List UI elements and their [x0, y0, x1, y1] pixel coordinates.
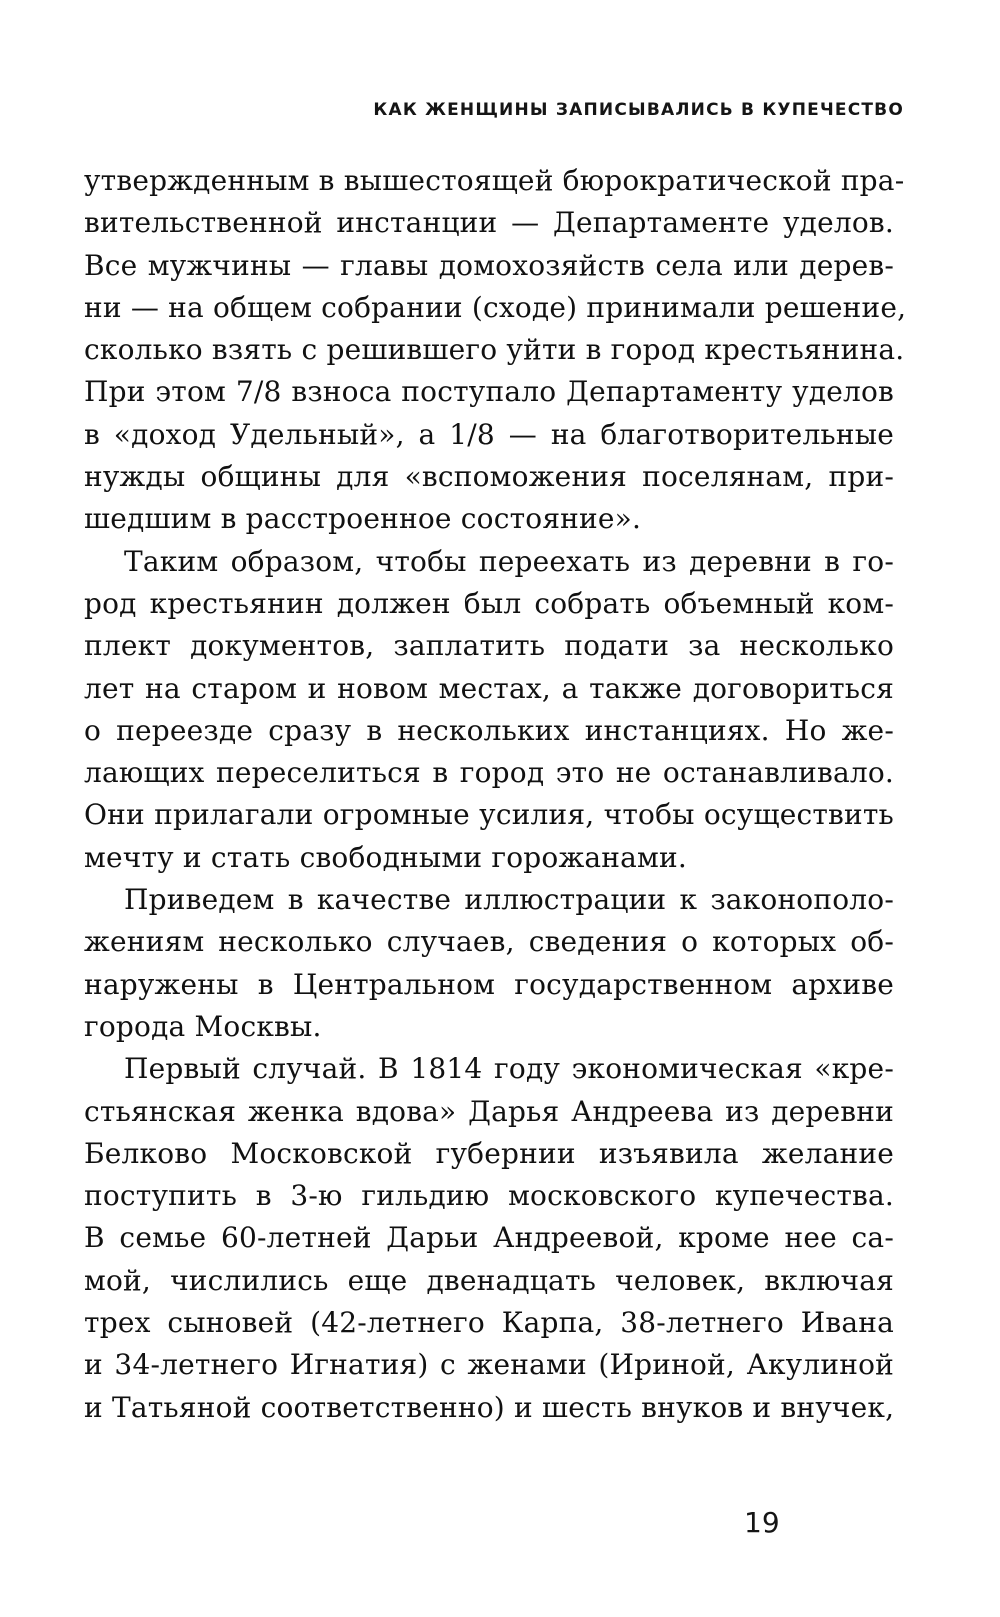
text-line: нужды общины для «вспоможения поселянам, при-	[84, 460, 894, 494]
text-line: плект документов, заплатить подати за несколько	[84, 629, 894, 663]
text-line: и 34-летнего Игнатия) с женами (Ириной, Акулиной	[84, 1348, 894, 1382]
text-line: мечту и стать свободными горожанами.	[84, 840, 687, 874]
text-line: утвержденным в вышестоящей бюрократической пра-	[84, 164, 905, 197]
text-line: о переезде сразу в нескольких инстанциях. Но же-	[84, 713, 894, 747]
text-line: лающих переселиться в город это не останавливало.	[84, 756, 894, 790]
paragraph-start-line: Первый случай. В 1814 году экономическая «кре-	[124, 1052, 894, 1086]
text-line: шедшим в расстроенное состояние».	[84, 502, 642, 536]
running-head-title: КАК ЖЕНЩИНЫ ЗАПИСЫВАЛИСЬ В КУПЕЧЕСТВО	[373, 100, 904, 120]
text-line: поступить в 3-ю гильдию московского купечества.	[84, 1179, 894, 1213]
text-line: Белково Московской губернии изъявила желание	[84, 1136, 894, 1170]
text-line: трех сыновей (42-летнего Карпа, 38-летнего Ивана	[84, 1306, 894, 1340]
text-line: и Татьяной соответственно) и шесть внуков и внучек,	[84, 1390, 895, 1424]
text-line: ни — на общем собрании (сходе) принимали решение,	[84, 290, 907, 324]
text-line: род крестьянин должен был собрать объемный ком-	[84, 586, 894, 620]
text-line: вительственной инстанции — Департаменте уделов.	[84, 206, 894, 240]
text-line: При этом 7/8 взноса поступало Департаменту уделов	[84, 375, 894, 409]
paragraph-start-line: Таким образом, чтобы переехать из деревни в го-	[124, 544, 894, 578]
text-line: города Москвы.	[84, 1009, 322, 1043]
text-line: Они прилагали огромные усилия, чтобы осуществить	[84, 798, 894, 832]
text-line: сколько взять с решившего уйти в город крестьянина.	[84, 333, 905, 367]
text-line: мой, числились еще двенадцать человек, включая	[84, 1263, 894, 1297]
paragraph-start-line: Приведем в качестве иллюстрации к законополо-	[124, 883, 894, 917]
text-line: Все мужчины — главы домохозяйств села или дерев-	[84, 248, 894, 282]
body-text	[84, 160, 907, 1429]
text-line: в «доход Удельный», а 1/8 — на благотворительные	[84, 417, 894, 451]
text-line: наружены в Центральном государственном архиве	[84, 967, 894, 1001]
page-number: 19	[744, 1506, 780, 1539]
text-line: жениям несколько случаев, сведения о которых об-	[84, 925, 894, 959]
text-line: лет на старом и новом местах, а также договориться	[84, 671, 894, 705]
text-line: стьянская женка вдова» Дарья Андреева из деревни	[84, 1094, 894, 1128]
text-line: В семье 60-летней Дарьи Андреевой, кроме нее са-	[84, 1221, 894, 1255]
